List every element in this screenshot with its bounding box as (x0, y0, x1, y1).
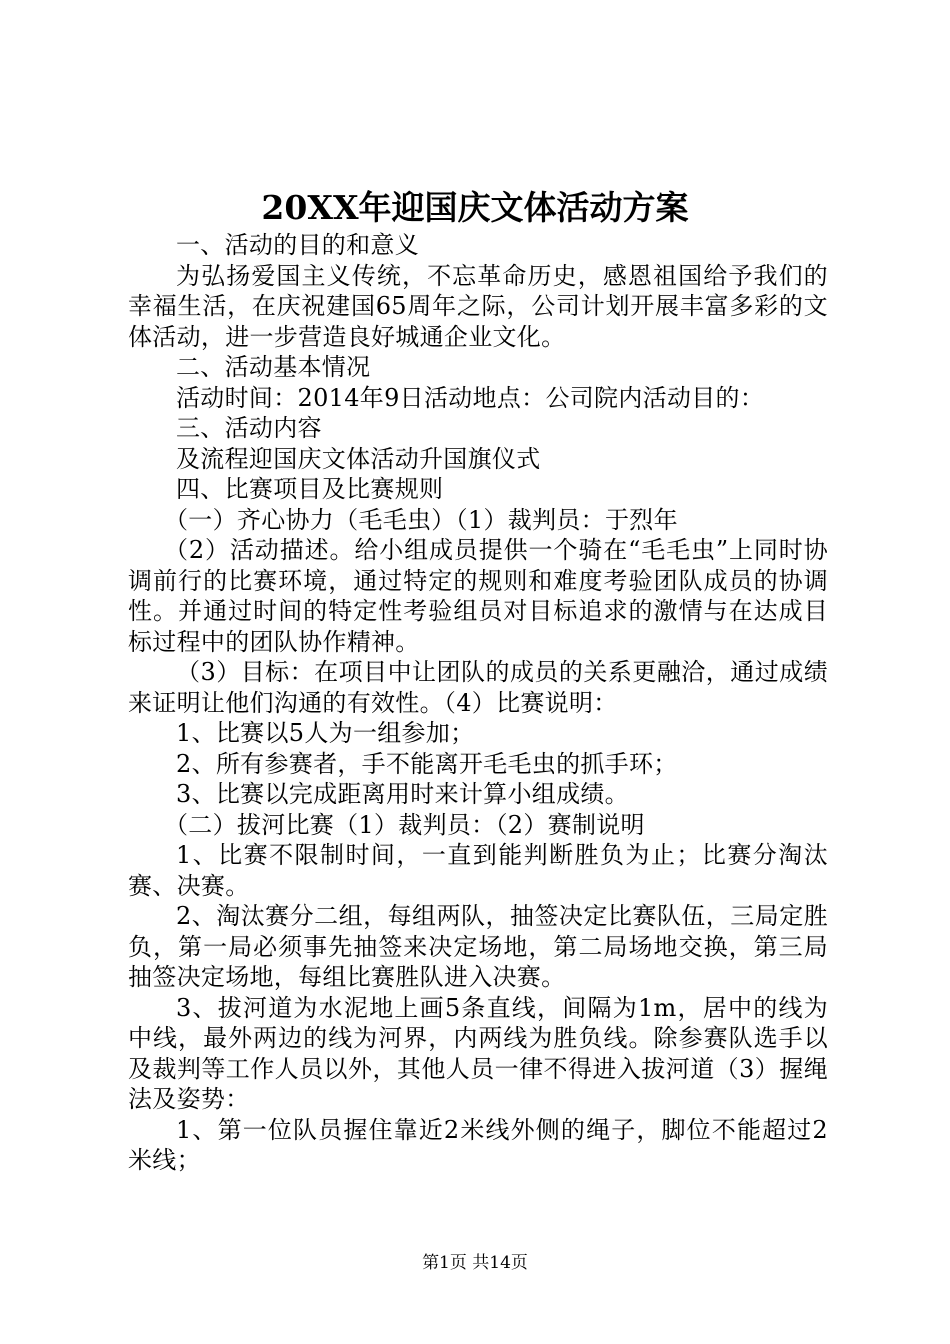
section-heading-2: 二、活动基本情况 (176, 353, 371, 381)
paragraph-tug-rule-1: 1、比赛不限制时间，一直到能判断胜负为止；比赛分淘汰赛、决赛。 (128, 841, 828, 900)
list-item-rule-1: 1、比赛以5人为一组参加； (176, 719, 475, 747)
section-heading-1: 一、活动的目的和意义 (176, 231, 419, 259)
paragraph-activity-time: 活动时间：2014年9日活动地点：公司院内活动目的： (176, 383, 765, 412)
subsection-caterpillar: （一）齐心协力（毛毛虫）（1）裁判员：于烈年 (164, 505, 678, 534)
list-item-rule-2: 2、所有参赛者，手不能离开毛毛虫的抓手环； (176, 749, 678, 778)
list-item-rule-3: 3、比赛以完成距离用时来计算小组成绩。 (176, 780, 629, 808)
paragraph-purpose: 为弘扬爱国主义传统，不忘革命历史，感恩祖国给予我们的幸福生活，在庆祝建国65周年之际，公司计划开展丰富多彩的文体活动，进一步营造良好城通企业文化。 (128, 261, 828, 351)
paragraph-caterpillar-goal: （3）目标：在项目中让团队的成员的关系更融洽，通过成绩来证明让他们沟通的有效性。（4）比赛说明： (128, 658, 828, 717)
document-title: 20XX年迎国庆文体活动方案 (261, 188, 689, 227)
page-number-footer: 第1页 共14页 (422, 1253, 528, 1273)
document-body (128, 230, 828, 1176)
paragraph-grip-rule-1: 1、第一位队员握住靠近2米线外侧的绳子，脚位不能超过2米线； (128, 1115, 828, 1174)
paragraph-tug-rule-2: 2、淘汰赛分二组，每组两队，抽签决定比赛队伍，三局定胜负，第一局必须事先抽签来决定场地，第二局场地交换，第三局抽签决定场地，每组比赛胜队进入决赛。 (128, 902, 828, 991)
subsection-tug-of-war: （二）拔河比赛（1）裁判员：（2）赛制说明 (164, 810, 645, 839)
paragraph-caterpillar-description: （2）活动描述。给小组成员提供一个骑在“毛毛虫”上同时协调前行的比赛环境，通过特定的规则和难度考验团队成员的协调性。并通过时间的特定性考验组员对目标追求的激情与在达成目标过程中的团队协作精神。 (128, 536, 828, 656)
paragraph-tug-rule-3: 3、拔河道为水泥地上画5条直线，间隔为1m，居中的线为中线，最外两边的线为河界，内两线为胜负线。除参赛队选手以及裁判等工作人员以外，其他人员一律不得进入拔河道（3）握绳法及姿势： (128, 993, 828, 1113)
section-heading-4: 四、比赛项目及比赛规则 (176, 475, 444, 503)
paragraph-process: 及流程迎国庆文体活动升国旗仪式 (176, 444, 541, 473)
section-heading-3: 三、活动内容 (176, 414, 322, 442)
